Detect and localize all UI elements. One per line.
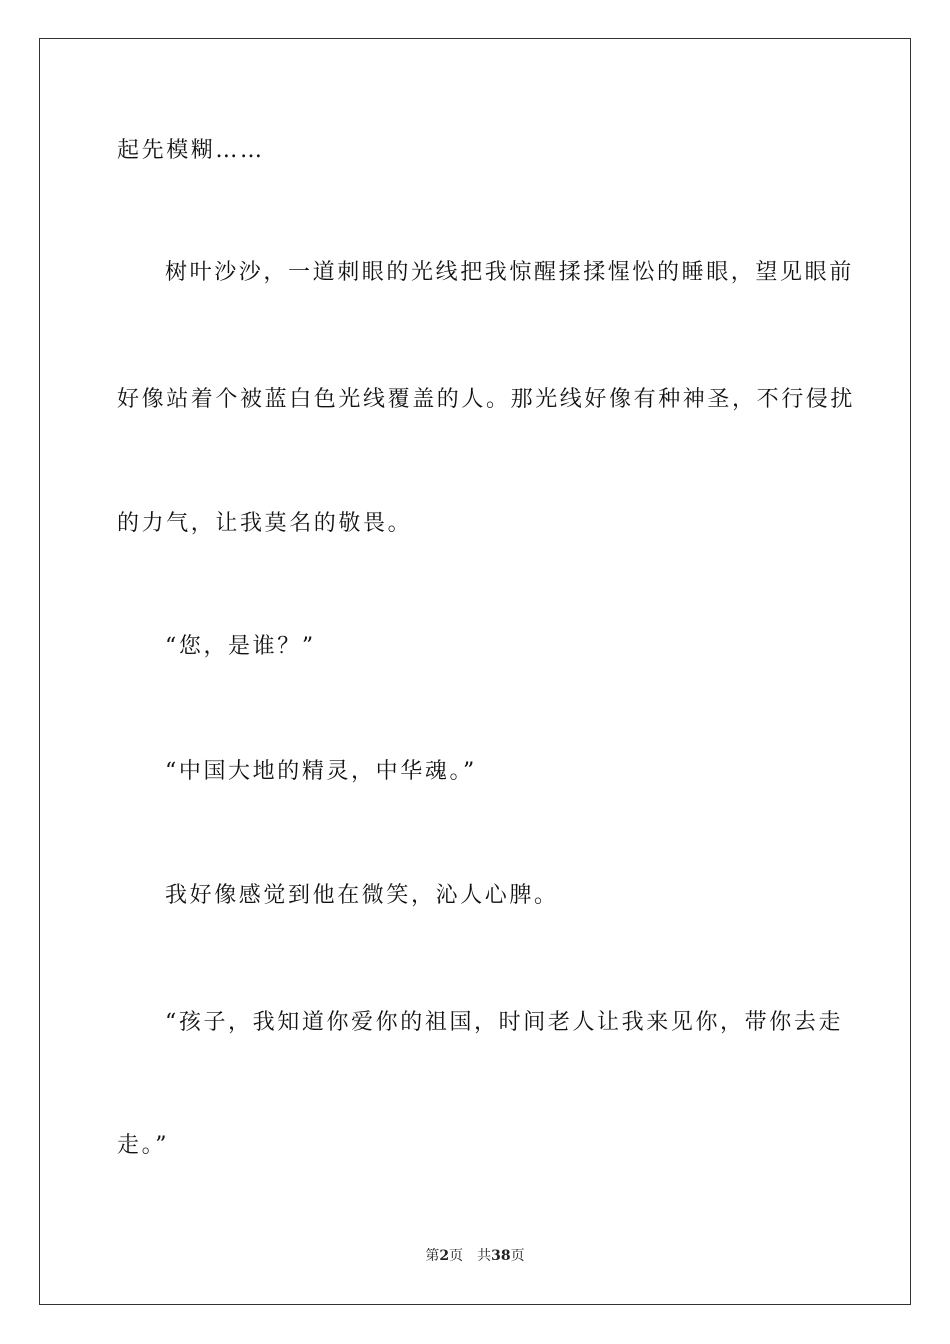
total-suffix: 页 [510,1248,525,1264]
page-footer [0,1247,950,1265]
text-line-5: “您，是谁？” [165,634,316,659]
total-prefix: 共 [477,1248,492,1264]
text-line-8: “孩子，我知道你爱你的祖国，时间老人让我来见你，带你去走 [165,1010,844,1035]
page-border [39,38,911,1305]
page-number: 2 [439,1248,450,1264]
text-line-9: 走。” [117,1133,170,1158]
text-line-7: 我好像感觉到他在微笑，沁人心脾。 [165,883,559,908]
total-pages: 38 [491,1248,511,1264]
text-line-1: 起先模糊…… [117,138,265,163]
page-suffix: 页 [449,1248,464,1264]
text-line-4: 的力气，让我莫名的敬畏。 [117,511,413,536]
text-line-3: 好像站着个被蓝白色光线覆盖的人。那光线好像有种神圣，不行侵扰 [117,387,856,412]
text-line-6: “中国大地的精灵，中华魂。” [165,759,477,784]
text-line-2: 树叶沙沙，一道刺眼的光线把我惊醒揉揉惺忪的睡眼，望见眼前 [165,260,854,285]
page-prefix: 第 [425,1248,440,1264]
